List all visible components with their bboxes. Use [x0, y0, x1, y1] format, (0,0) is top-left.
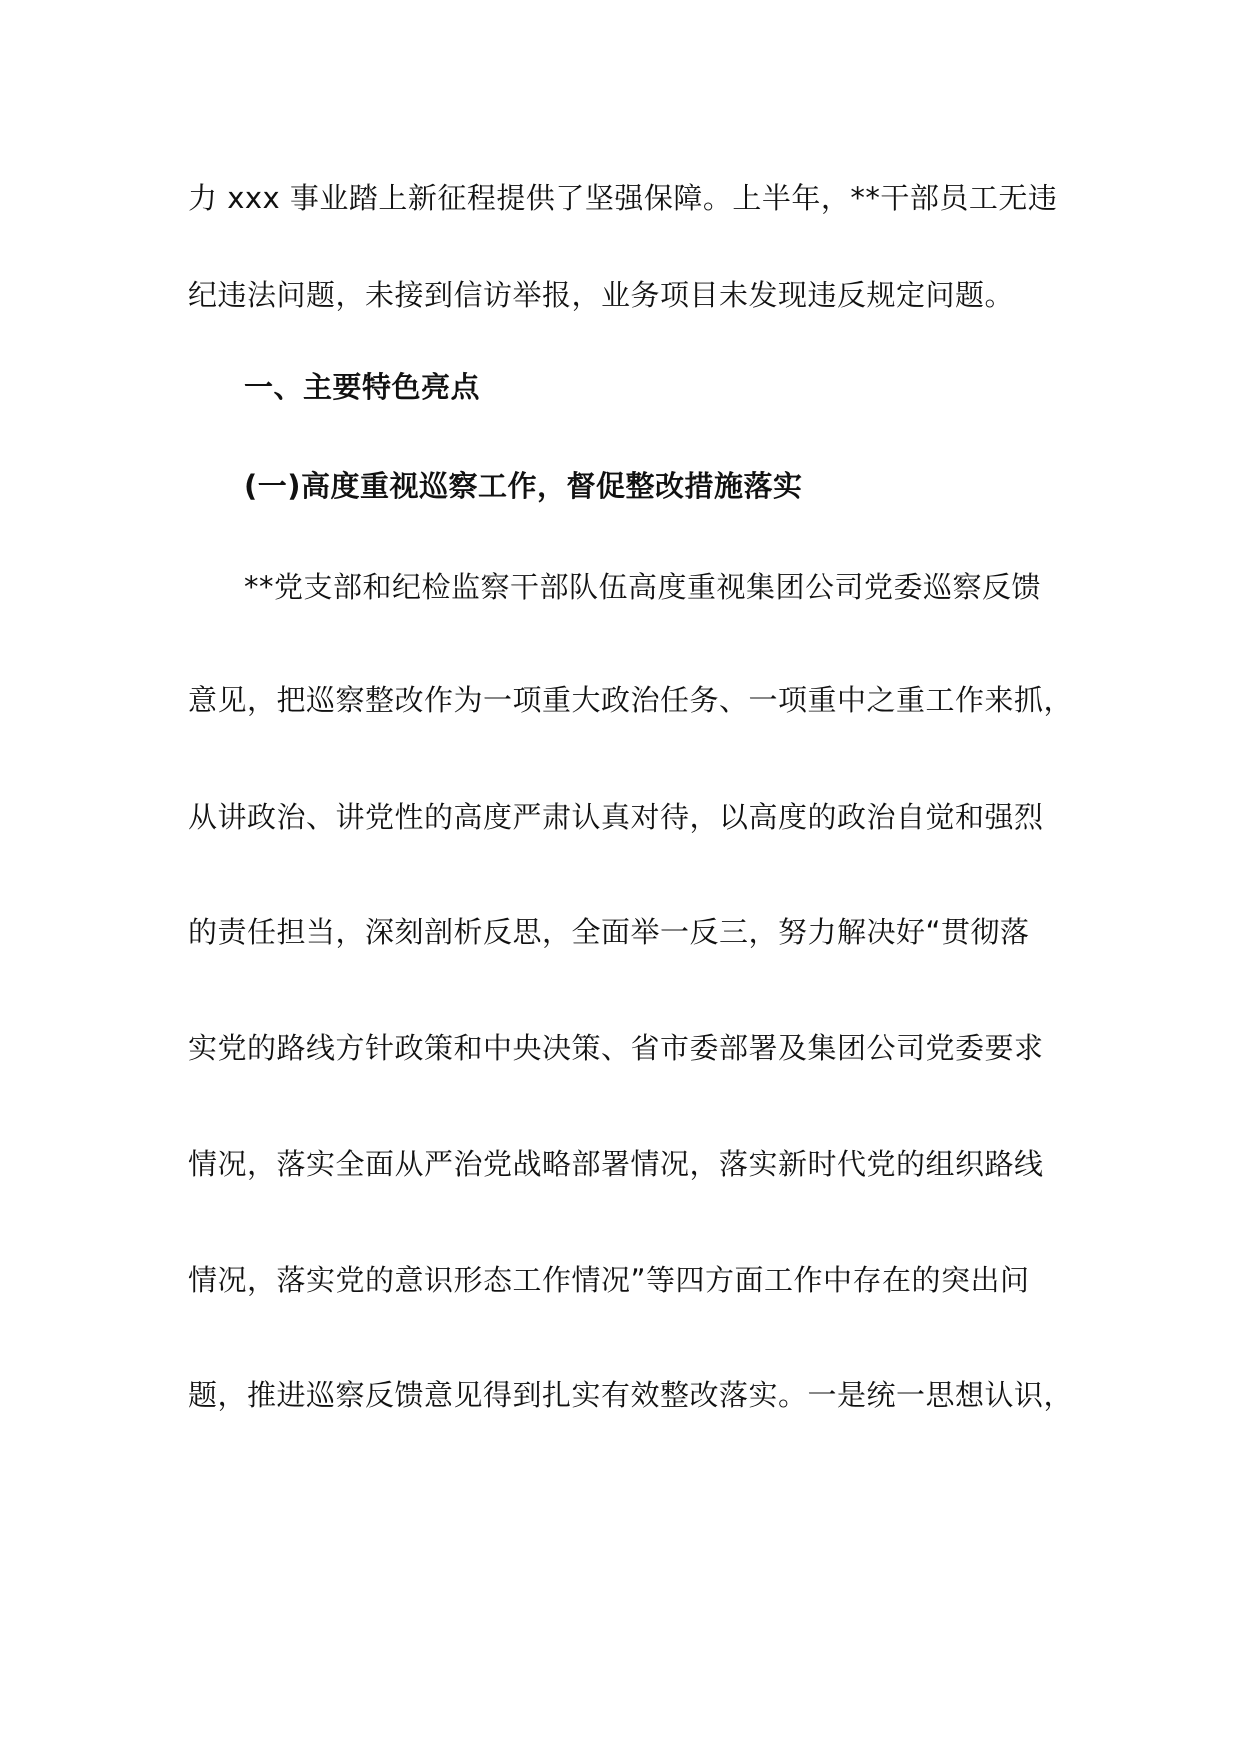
section-heading: 一、主要特色亮点	[244, 370, 481, 404]
subsection-heading: (一)高度重视巡察工作，督促整改措施落实	[244, 469, 803, 503]
body-text-line: 题，推进巡察反馈意见得到扎实有效整改落实。一是统一思想认识，	[188, 1378, 1074, 1412]
body-text-line: 力 xxx 事业踏上新征程提供了坚强保障。上半年，**干部员工无违	[188, 181, 1058, 215]
body-text-line: 情况，落实党的意识形态工作情况”等四方面工作中存在的突出问	[188, 1263, 1030, 1297]
body-text-line: 意见，把巡察整改作为一项重大政治任务、一项重中之重工作来抓，	[188, 683, 1074, 717]
body-text-line: 从讲政治、讲党性的高度严肃认真对待，以高度的政治自觉和强烈	[188, 800, 1044, 834]
body-text-line: 情况，落实全面从严治党战略部署情况，落实新时代党的组织路线	[188, 1147, 1044, 1181]
body-text-line: 的责任担当，深刻剖析反思，全面举一反三，努力解决好“贯彻落	[188, 915, 1030, 949]
body-text-line: 纪违法问题，未接到信访举报，业务项目未发现违反规定问题。	[188, 278, 1015, 312]
body-text-line: 实党的路线方针政策和中央决策、省市委部署及集团公司党委要求	[188, 1031, 1044, 1065]
paragraph-first-line: **党支部和纪检监察干部队伍高度重视集团公司党委巡察反馈	[244, 570, 1042, 604]
